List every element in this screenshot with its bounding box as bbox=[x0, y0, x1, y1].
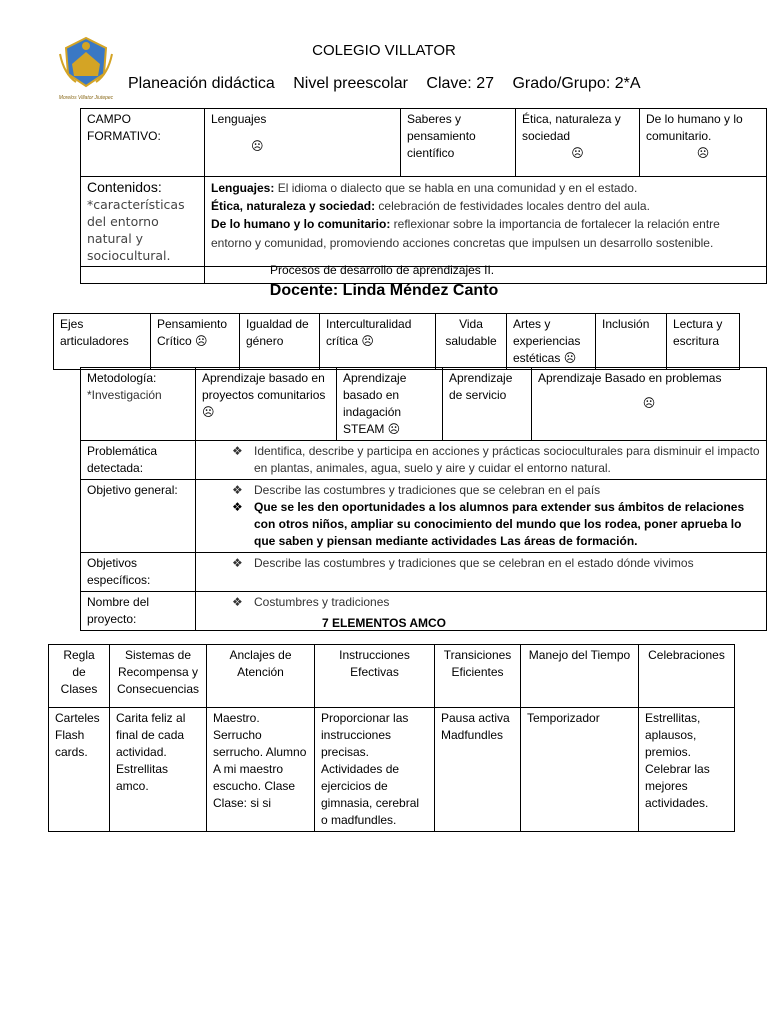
objetivo-general-label: Objetivo general: bbox=[81, 480, 196, 553]
campo-humano-label: De lo humano y lo comunitario. bbox=[646, 112, 743, 143]
campo-lenguajes bbox=[205, 109, 401, 177]
plan-label: Planeación didáctica bbox=[128, 75, 275, 92]
contenidos-cell bbox=[81, 177, 205, 267]
ejes-table bbox=[53, 313, 740, 370]
amco-header: Celebraciones bbox=[639, 645, 735, 708]
campo-formativo-table bbox=[80, 108, 767, 284]
objetivos-especificos-label: Objetivos específicos: bbox=[81, 553, 196, 592]
contenido-line: De lo humano y lo comunitario: reflexionar sobre la importancia de fortalecer la relación entre entorno y comunidad, promoviendo acciones concretas que impulsen un desarrollo sostenible. bbox=[211, 217, 720, 250]
amco-header: Transiciones Eficientes bbox=[435, 645, 521, 708]
procesos-label: Procesos de desarrollo de aprendizajes II. bbox=[270, 263, 495, 277]
eje-cell: Pensamiento Crítico ☹ bbox=[151, 314, 240, 370]
level-label: Nivel preescolar bbox=[293, 75, 408, 92]
metodologia-option bbox=[532, 368, 767, 441]
metodologia-option-label: Aprendizaje Basado en problemas bbox=[538, 371, 722, 385]
campo-lenguajes-label: Lenguajes bbox=[211, 112, 267, 126]
amco-header: Manejo del Tiempo bbox=[521, 645, 639, 708]
amco-header: Anclajes de Atención bbox=[207, 645, 315, 708]
problematica-label: Problemática detectada: bbox=[81, 441, 196, 480]
contenido-line: Ética, naturaleza y sociedad: celebración de festividades locales dentro del aula. bbox=[211, 199, 650, 213]
amco-title: 7 ELEMENTOS AMCO bbox=[321, 616, 446, 630]
amco-cell: Pausa activa Madfundles bbox=[435, 708, 521, 832]
nombre-proyecto-label: Nombre del proyecto: bbox=[81, 592, 196, 631]
school-title: COLEGIO VILLATOR bbox=[312, 42, 456, 59]
metodologia-label: Metodología: bbox=[87, 371, 157, 385]
eje-cell: Interculturalidad crítica ☹ bbox=[320, 314, 436, 370]
sad-face-icon: ☹ bbox=[251, 139, 264, 153]
problematica-text: ❖ Identifica, describe y participa en acciones y prácticas socioculturales para disminuir el impacto en plantas, animales, agua, suelo y aire y cuidar el entorno natural. bbox=[196, 441, 767, 480]
eje-cell: Lectura y escritura bbox=[667, 314, 740, 370]
metodologia-table bbox=[80, 367, 767, 631]
amco-cell: Carita feliz al final de cada actividad. Estrellitas amco. bbox=[110, 708, 207, 832]
campo-label: CAMPO FORMATIVO: bbox=[81, 109, 205, 177]
amco-cell: Maestro. Serrucho serrucho. Alumno A mi maestro escucho. Clase Clase: si si bbox=[207, 708, 315, 832]
metodologia-note: *Investigación bbox=[87, 388, 162, 402]
diamond-bullet-icon: ❖ bbox=[232, 500, 243, 514]
diamond-bullet-icon: ❖ bbox=[232, 595, 243, 609]
diamond-bullet-icon: ❖ bbox=[232, 556, 243, 570]
amco-cell: Proporcionar las instrucciones precisas. Actividades de ejercicios de gimnasia, cerebral o madfundles. bbox=[315, 708, 435, 832]
eje-cell: Vida saludable bbox=[436, 314, 507, 370]
amco-header: Sistemas de Recompensa y Consecuencias bbox=[110, 645, 207, 708]
amco-header: Regla de Clases bbox=[49, 645, 110, 708]
metodologia-option: Aprendizaje basado en indagación STEAM ☹ bbox=[337, 368, 443, 441]
grado-label: Grado/Grupo: 2*A bbox=[512, 75, 641, 92]
campo-humano bbox=[640, 109, 767, 177]
campo-etica bbox=[516, 109, 640, 177]
sad-face-icon: ☹ bbox=[696, 146, 710, 160]
metodologia-option: Aprendizaje de servicio bbox=[443, 368, 532, 441]
amco-cell: Estrellitas, aplausos, premios. Celebrar las mejores actividades. bbox=[639, 708, 735, 832]
contenidos-text bbox=[205, 177, 767, 267]
eje-cell: Inclusión bbox=[596, 314, 667, 370]
docente-label: Docente: Linda Méndez Canto bbox=[269, 282, 499, 299]
clave-label: Clave: 27 bbox=[426, 75, 494, 92]
diamond-bullet-icon: ❖ bbox=[232, 444, 243, 458]
amco-table bbox=[48, 644, 735, 832]
contenidos-note: *características del entorno natural y sociocultural. bbox=[87, 197, 185, 263]
sad-face-icon: ☹ bbox=[571, 146, 584, 160]
diamond-bullet-icon: ❖ bbox=[232, 483, 243, 497]
contenidos-label: Contenidos: bbox=[87, 179, 162, 195]
eje-cell: Artes y experiencias estéticas ☹ bbox=[507, 314, 596, 370]
logo-text: Morelos Villator Jiutepec bbox=[58, 95, 114, 101]
objetivos-especificos-text: ❖ Describe las costumbres y tradiciones que se celebran en el estado dónde vivimos bbox=[196, 553, 767, 592]
plan-header bbox=[128, 75, 655, 93]
nombre-proyecto-text: ❖ Costumbres y tradiciones bbox=[196, 592, 767, 631]
sad-face-icon: ☹ bbox=[642, 396, 656, 410]
objetivo-general-text: ❖ Describe las costumbres y tradiciones que se celebran en el país ❖ Que se les den oportunidades a los alumnos para extender sus ámbitos de relaciones con otros niños, ampliar su conocimiento del mundo que los rodea, poner aprueba lo que saben y piensan mediante actividades Las áreas de formación. bbox=[196, 480, 767, 553]
campo-etica-label: Ética, naturaleza y sociedad bbox=[522, 112, 621, 143]
metodologia-cell bbox=[81, 368, 196, 441]
eje-cell: Igualdad de género bbox=[240, 314, 320, 370]
amco-cell: Temporizador bbox=[521, 708, 639, 832]
empty-cell bbox=[81, 267, 205, 284]
amco-header: Instrucciones Efectivas bbox=[315, 645, 435, 708]
campo-saberes: Saberes y pensamiento científico bbox=[401, 109, 516, 177]
metodologia-option: Aprendizaje basado en proyectos comunitarios ☹ bbox=[196, 368, 337, 441]
contenido-line: Lenguajes: El idioma o dialecto que se habla en una comunidad y en el estado. bbox=[211, 181, 638, 195]
amco-cell: Carteles Flash cards. bbox=[49, 708, 110, 832]
eje-cell: Ejes articuladores bbox=[54, 314, 151, 370]
